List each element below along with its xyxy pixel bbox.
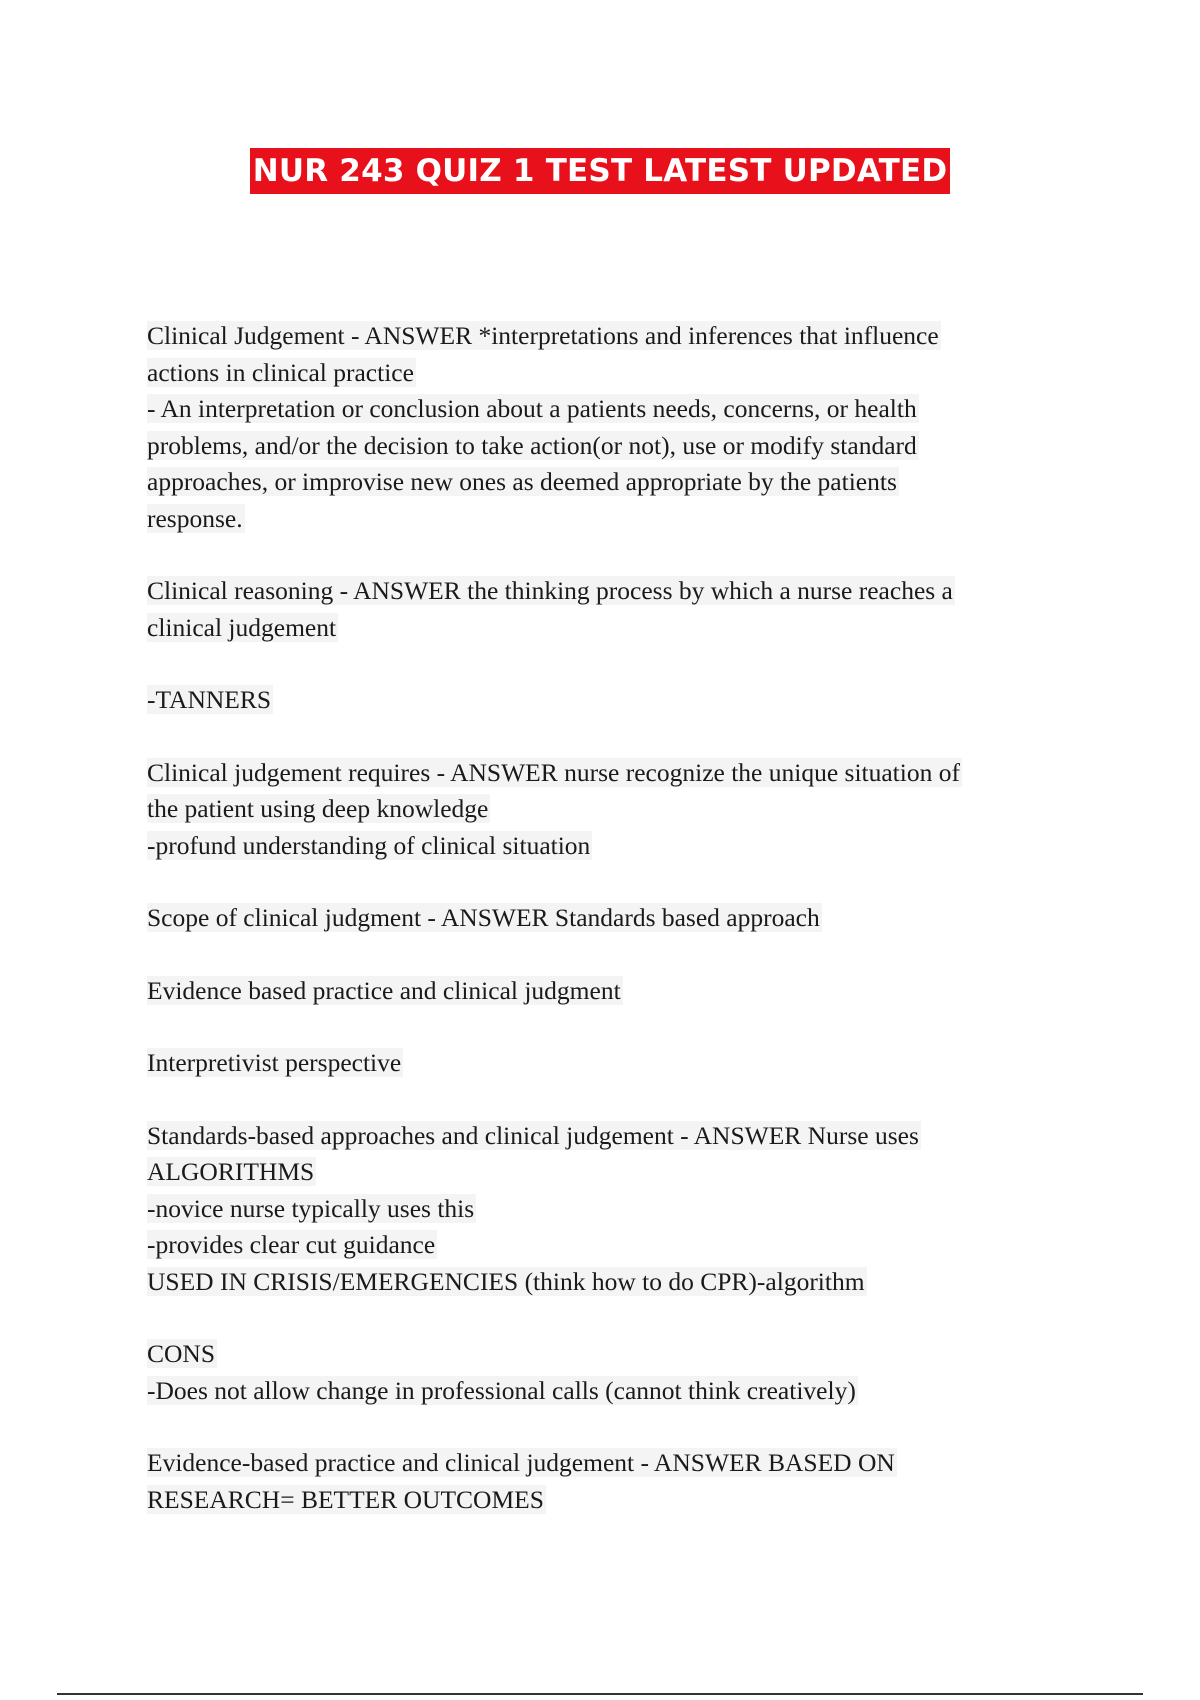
text-line: Standards-based approaches and clinical judgement - ANSWER Nurse uses: [147, 1120, 919, 1150]
text-line: RESEARCH= BETTER OUTCOMES: [147, 1484, 544, 1514]
footer-divider: [57, 1693, 1143, 1695]
text-line: -profund understanding of clinical situation: [147, 830, 591, 860]
qa-entry: [147, 1045, 1082, 1082]
text-line: - An interpretation or conclusion about a patients needs, concerns, or health: [147, 394, 917, 423]
qa-entry: [147, 973, 1082, 1010]
qa-entry: [147, 1336, 1082, 1409]
text-line: -Does not allow change in professional calls (cannot think creatively): [147, 1375, 856, 1405]
text-line: -provides clear cut guidance: [147, 1230, 436, 1259]
text-line: Interpretivist perspective: [147, 1048, 402, 1077]
title-wrapper: [0, 148, 1200, 194]
text-line: Scope of clinical judgment - ANSWER Standards based approach: [147, 903, 820, 932]
text-line: Evidence based practice and clinical judgment: [147, 975, 621, 1005]
document-body: [147, 318, 1082, 1554]
text-line: Evidence-based practice and clinical judgement - ANSWER BASED ON: [147, 1448, 895, 1477]
qa-entry: [147, 318, 1082, 537]
text-line: -TANNERS: [147, 685, 272, 714]
text-line: actions in clinical practice: [147, 357, 414, 387]
text-line: the patient using deep knowledge: [147, 794, 489, 823]
qa-entry: [147, 755, 1082, 865]
text-line: ALGORITHMS: [147, 1157, 315, 1186]
qa-entry: [147, 900, 1082, 937]
text-line: response.: [147, 503, 243, 533]
text-line: problems, and/or the decision to take action(or not), use or modify standard: [147, 430, 917, 460]
qa-entry: [147, 573, 1082, 646]
document-title: NUR 243 QUIZ 1 TEST LATEST UPDATED: [250, 148, 951, 194]
text-line: Clinical reasoning - ANSWER the thinking process by which a nurse reaches a: [147, 576, 953, 605]
text-line: Clinical Judgement - ANSWER *interpretations and inferences that influence: [147, 321, 939, 350]
text-line: USED IN CRISIS/EMERGENCIES (think how to do CPR)-algorithm: [147, 1266, 865, 1296]
qa-entry: [147, 1118, 1082, 1301]
qa-entry: [147, 1445, 1082, 1518]
text-line: approaches, or improvise new ones as deemed appropriate by the patients: [147, 467, 897, 496]
text-line: -novice nurse typically uses this: [147, 1193, 475, 1223]
text-line: clinical judgement: [147, 612, 337, 642]
text-line: CONS: [147, 1339, 216, 1368]
text-line: Clinical judgement requires - ANSWER nurse recognize the unique situation of: [147, 757, 960, 787]
qa-entry: [147, 682, 1082, 719]
